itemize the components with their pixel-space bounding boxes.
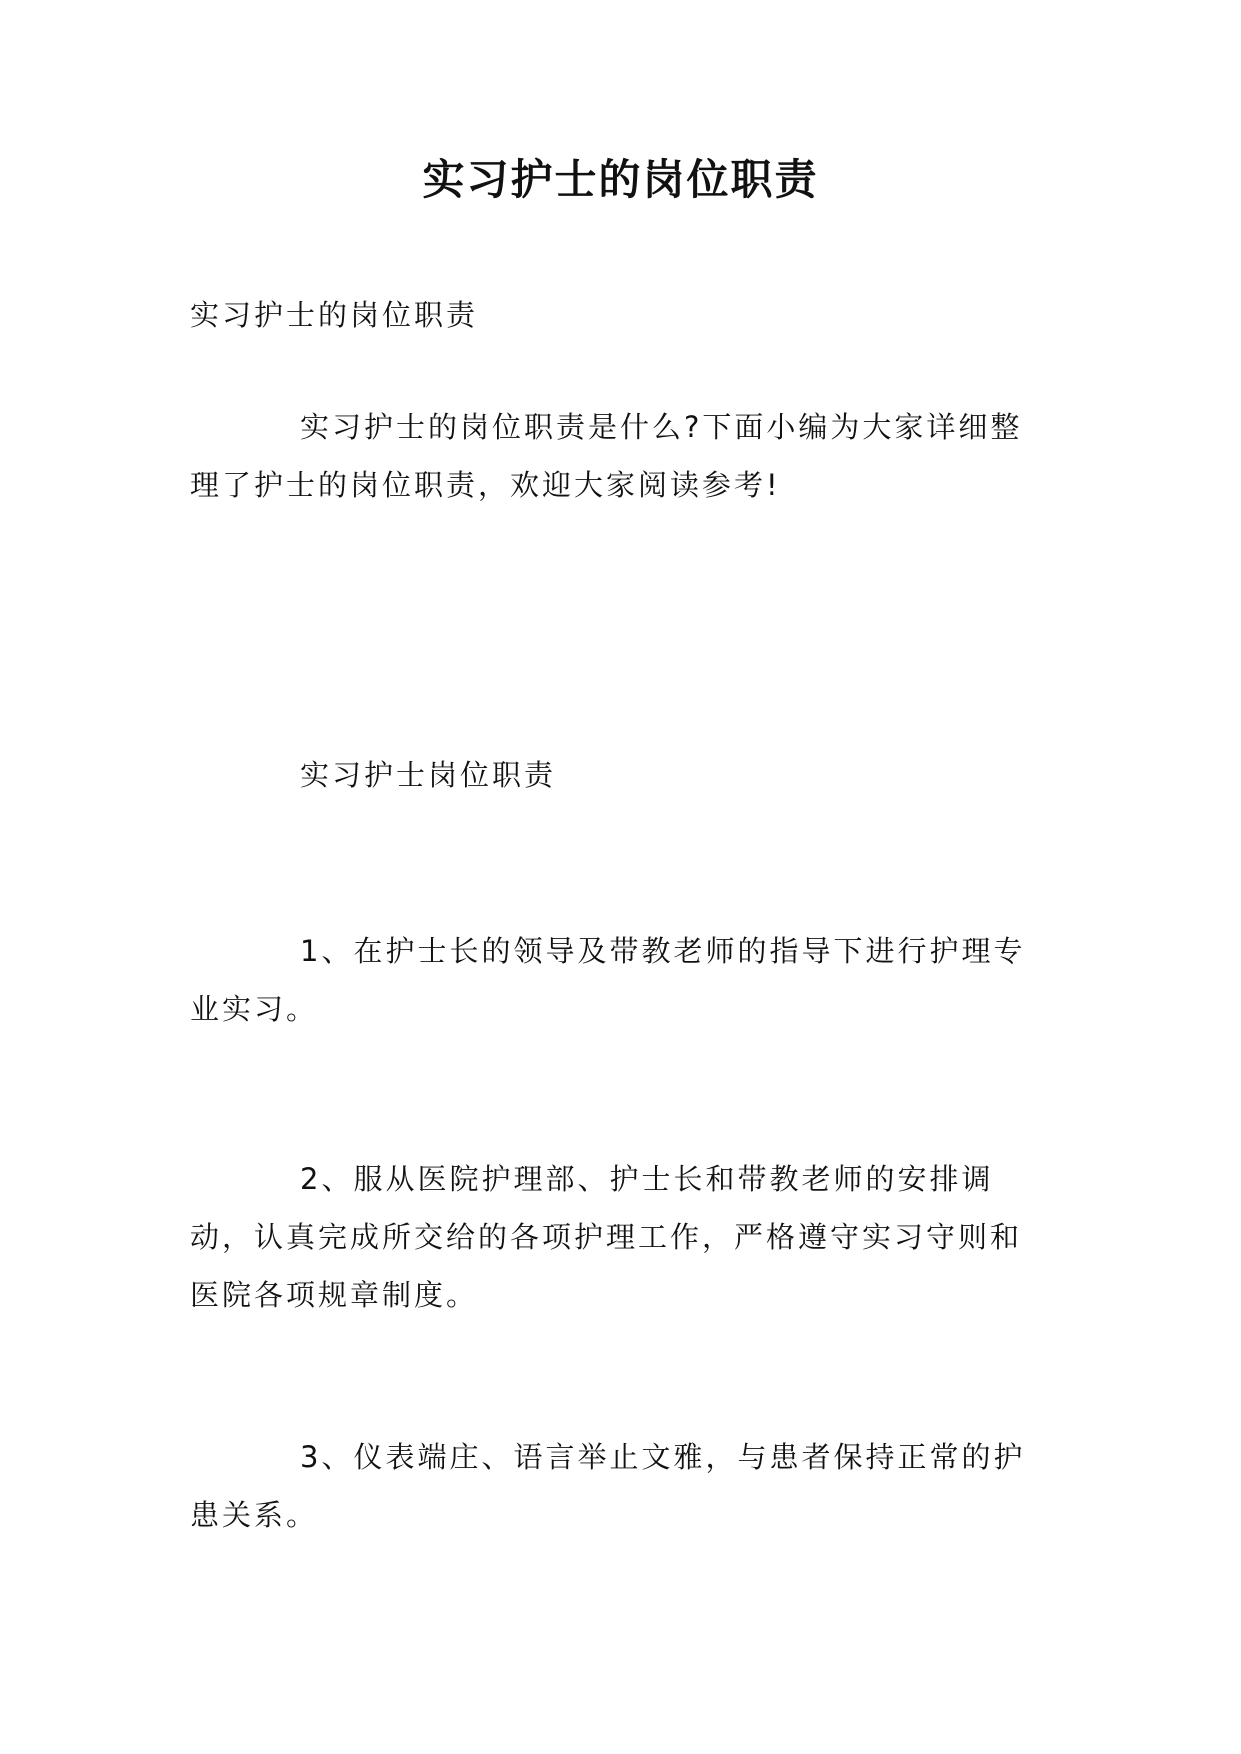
duty-item-3: 3、仪表端庄、语言举止文雅，与患者保持正常的护患关系。	[190, 1440, 1026, 1532]
section-heading: 实习护士岗位职责	[300, 758, 557, 792]
intro-paragraph: 实习护士的岗位职责是什么?下面小编为大家详细整理了护士的岗位职责，欢迎大家阅读参考!	[190, 410, 1023, 502]
duty-item-2: 2、服从医院护理部、护士长和带教老师的安排调动，认真完成所交给的各项护理工作，严格遵守实习守则和医院各项规章制度。	[190, 1162, 1023, 1312]
document-subtitle: 实习护士的岗位职责	[190, 298, 479, 332]
duty-item-1: 1、在护士长的领导及带教老师的指导下进行护理专业实习。	[190, 934, 1026, 1026]
document-title: 实习护士的岗位职责	[422, 155, 819, 204]
